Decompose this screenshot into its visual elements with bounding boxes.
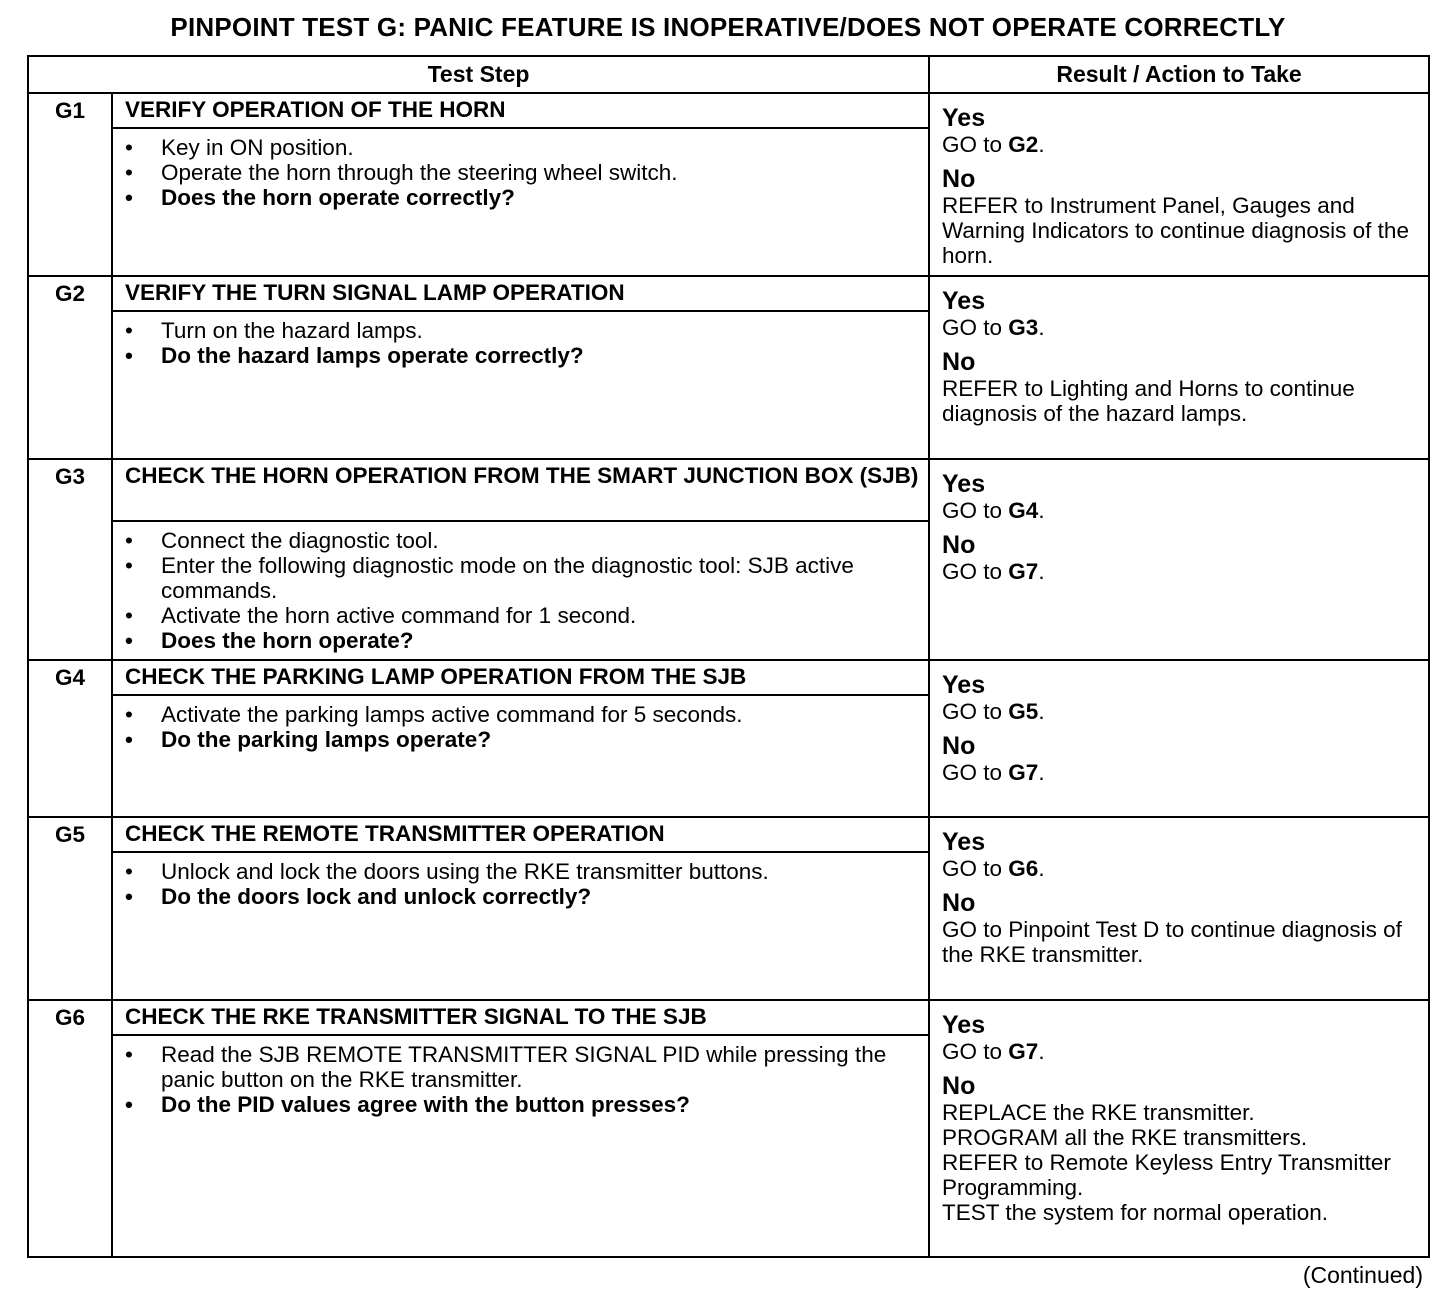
step-row-g1 <box>28 93 1429 128</box>
instruction-list <box>125 318 920 368</box>
step-id: G5 <box>28 817 112 1000</box>
bullet-icon: • <box>125 318 133 343</box>
no-label: No <box>942 531 976 559</box>
no-label: No <box>942 889 976 917</box>
spacer <box>942 724 1418 732</box>
continued-note: (Continued) <box>1302 1262 1423 1288</box>
no-target: G7 <box>1008 559 1039 584</box>
instruction-item <box>125 859 920 884</box>
yes-suffix: . <box>1038 856 1045 881</box>
yes-prefix: GO to <box>942 699 1009 724</box>
bullet-icon: • <box>125 603 133 628</box>
yes-prefix: GO to <box>942 1039 1009 1064</box>
yes-label: Yes <box>942 671 986 699</box>
step-heading: CHECK THE PARKING LAMP OPERATION FROM THE SJB <box>112 660 929 695</box>
no-action-line: REPLACE the RKE transmitter. <box>942 1100 1255 1125</box>
instruction-list <box>125 1042 920 1117</box>
no-suffix: . <box>1038 559 1045 584</box>
no-prefix: GO to <box>942 760 1009 785</box>
step-instructions <box>112 852 929 1000</box>
no-action-line: REFER to Instrument Panel, Gauges and Warning Indicators to continue diagnosis of the horn. <box>942 193 1409 268</box>
no-label: No <box>942 732 976 760</box>
bullet-icon: • <box>125 185 133 210</box>
yes-prefix: GO to <box>942 856 1009 881</box>
step-instructions <box>112 695 929 817</box>
table-header-row <box>28 56 1429 93</box>
yes-action <box>942 498 1418 523</box>
page-title: PINPOINT TEST G: PANIC FEATURE IS INOPERATIVE/DOES NOT OPERATE CORRECTLY <box>170 12 1286 42</box>
instruction-item <box>125 603 920 628</box>
step-id: G6 <box>28 1000 112 1257</box>
bullet-icon: • <box>125 528 133 553</box>
question-text: Does the horn operate correctly? <box>161 185 515 210</box>
instruction-question <box>125 628 920 653</box>
bullet-icon: • <box>125 859 133 884</box>
instruction-item <box>125 318 920 343</box>
step-row-g2 <box>28 276 1429 311</box>
yes-suffix: . <box>1038 699 1045 724</box>
no-suffix: . <box>1038 760 1045 785</box>
instruction-item <box>125 135 920 160</box>
no-action <box>942 760 1418 785</box>
bullet-icon: • <box>125 553 133 578</box>
no-label: No <box>942 348 976 376</box>
step-id: G3 <box>28 459 112 660</box>
yes-label: Yes <box>942 828 986 856</box>
step-instructions <box>112 1035 929 1257</box>
step-instructions <box>112 311 929 459</box>
step-heading: CHECK THE HORN OPERATION FROM THE SMART JUNCTION BOX (SJB) <box>112 459 929 521</box>
yes-suffix: . <box>1038 1039 1045 1064</box>
instruction-text: Unlock and lock the doors using the RKE transmitter buttons. <box>161 859 769 884</box>
yes-prefix: GO to <box>942 315 1009 340</box>
step-result <box>929 276 1429 459</box>
result-header: Result / Action to Take <box>929 56 1429 93</box>
instruction-item <box>125 160 920 185</box>
no-action-line: GO to Pinpoint Test D to continue diagnosis of the RKE transmitter. <box>942 917 1402 967</box>
instruction-list <box>125 135 920 210</box>
instruction-item <box>125 1042 920 1092</box>
question-text: Do the parking lamps operate? <box>161 727 492 752</box>
question-text: Do the PID values agree with the button presses? <box>161 1092 690 1117</box>
bullet-icon: • <box>125 160 133 185</box>
instruction-text: Activate the horn active command for 1 second. <box>161 603 637 628</box>
instruction-list <box>125 528 920 653</box>
step-heading: CHECK THE REMOTE TRANSMITTER OPERATION <box>112 817 929 852</box>
question-text: Does the horn operate? <box>161 628 414 653</box>
step-result <box>929 1000 1429 1257</box>
instruction-text: Read the SJB REMOTE TRANSMITTER SIGNAL PID while pressing the panic button on the RKE transmitter. <box>161 1042 887 1092</box>
no-target: G7 <box>1008 760 1039 785</box>
yes-action <box>942 856 1418 881</box>
bullet-icon: • <box>125 343 133 368</box>
yes-label: Yes <box>942 287 986 315</box>
spacer <box>942 881 1418 889</box>
step-row-g3 <box>28 459 1429 521</box>
yes-action <box>942 699 1418 724</box>
instruction-item <box>125 702 920 727</box>
instruction-text: Activate the parking lamps active command for 5 seconds. <box>161 702 743 727</box>
no-action-line: REFER to Lighting and Horns to continue diagnosis of the hazard lamps. <box>942 376 1355 426</box>
instruction-question <box>125 884 920 909</box>
no-action-line: TEST the system for normal operation. <box>942 1200 1329 1225</box>
no-prefix: GO to <box>942 559 1009 584</box>
yes-suffix: . <box>1038 498 1045 523</box>
yes-prefix: GO to <box>942 498 1009 523</box>
yes-suffix: . <box>1038 315 1045 340</box>
no-label: No <box>942 1072 976 1100</box>
question-text: Do the doors lock and unlock correctly? <box>161 884 592 909</box>
yes-label: Yes <box>942 104 986 132</box>
yes-target: G3 <box>1008 315 1039 340</box>
yes-target: G2 <box>1008 132 1039 157</box>
step-result <box>929 459 1429 660</box>
step-id: G4 <box>28 660 112 817</box>
step-result <box>929 817 1429 1000</box>
yes-target: G4 <box>1008 498 1039 523</box>
instruction-list <box>125 702 920 752</box>
step-instructions <box>112 521 929 660</box>
step-heading: CHECK THE RKE TRANSMITTER SIGNAL TO THE SJB <box>112 1000 929 1035</box>
no-action-line: REFER to Remote Keyless Entry Transmitter Programming. <box>942 1150 1391 1200</box>
instruction-list <box>125 859 920 909</box>
instruction-question <box>125 185 920 210</box>
instruction-text: Key in ON position. <box>161 135 354 160</box>
bullet-icon: • <box>125 628 133 653</box>
pinpoint-test-table <box>27 55 1430 1258</box>
yes-target: G7 <box>1008 1039 1039 1064</box>
yes-prefix: GO to <box>942 132 1009 157</box>
spacer <box>942 157 1418 165</box>
instruction-text: Operate the horn through the steering wheel switch. <box>161 160 678 185</box>
bullet-icon: • <box>125 727 133 752</box>
spacer <box>942 1064 1418 1072</box>
bullet-icon: • <box>125 1092 133 1117</box>
bullet-icon: • <box>125 884 133 909</box>
step-id: G2 <box>28 276 112 459</box>
instruction-text: Turn on the hazard lamps. <box>161 318 423 343</box>
bullet-icon: • <box>125 1042 133 1067</box>
step-instructions <box>112 128 929 276</box>
test-step-header: Test Step <box>28 56 929 93</box>
bullet-icon: • <box>125 702 133 727</box>
instruction-text: Connect the diagnostic tool. <box>161 528 439 553</box>
step-heading: VERIFY THE TURN SIGNAL LAMP OPERATION <box>112 276 929 311</box>
bullet-icon: • <box>125 135 133 160</box>
step-row-g4 <box>28 660 1429 695</box>
question-text: Do the hazard lamps operate correctly? <box>161 343 584 368</box>
step-row-g5 <box>28 817 1429 852</box>
instruction-item <box>125 528 920 553</box>
instruction-question <box>125 343 920 368</box>
yes-action <box>942 1039 1418 1064</box>
yes-label: Yes <box>942 470 986 498</box>
yes-action <box>942 132 1418 157</box>
no-action-line: PROGRAM all the RKE transmitters. <box>942 1125 1308 1150</box>
no-action <box>942 559 1418 584</box>
instruction-item <box>125 553 920 603</box>
instruction-text: Enter the following diagnostic mode on the diagnostic tool: SJB active commands. <box>161 553 854 603</box>
yes-target: G6 <box>1008 856 1039 881</box>
step-row-g6 <box>28 1000 1429 1035</box>
spacer <box>942 523 1418 531</box>
yes-suffix: . <box>1038 132 1045 157</box>
instruction-question <box>125 1092 920 1117</box>
yes-label: Yes <box>942 1011 986 1039</box>
no-label: No <box>942 165 976 193</box>
spacer <box>942 340 1418 348</box>
step-id: G1 <box>28 93 112 276</box>
yes-action <box>942 315 1418 340</box>
step-result <box>929 93 1429 276</box>
step-heading: VERIFY OPERATION OF THE HORN <box>112 93 929 128</box>
yes-target: G5 <box>1008 699 1039 724</box>
instruction-question <box>125 727 920 752</box>
step-result <box>929 660 1429 817</box>
